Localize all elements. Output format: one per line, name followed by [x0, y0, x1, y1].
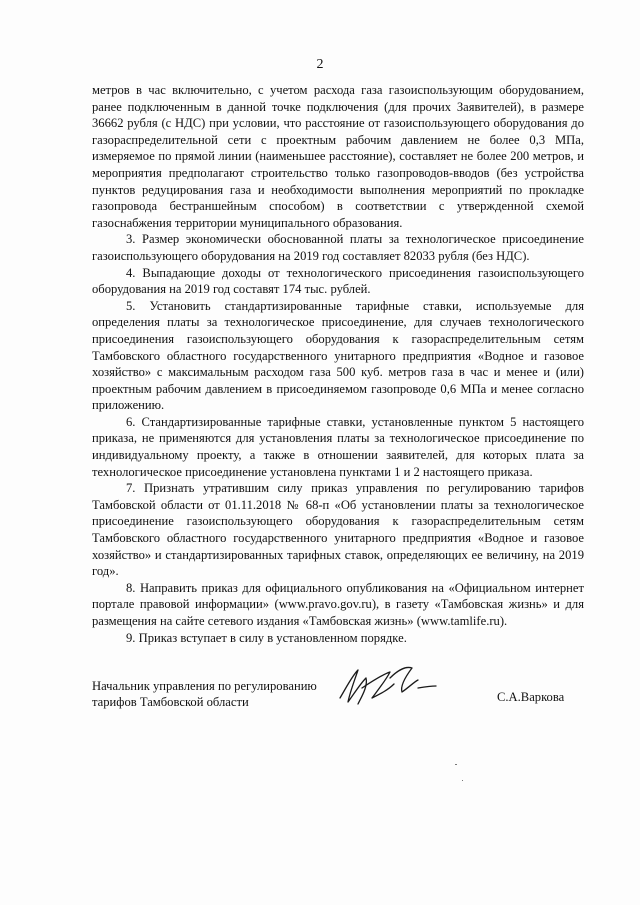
handwritten-signature — [332, 658, 442, 713]
document-body — [92, 82, 584, 646]
paragraph-9: 9. Приказ вступает в силу в установленном порядке. — [126, 630, 407, 645]
paragraph-6: 6. Стандартизированные тарифные ставки, установленные пунктом 5 настоящего приказа, не применяются для установления платы за технологическое присоединение по индивидуальному проекту, а также в отношении заявителей, для которых плата за технологическое присоединение установлена пунктами 1 и 2 настоящего приказа. — [92, 414, 584, 479]
paragraph-8: 8. Направить приказ для официального опубликования на «Официальном интернет портале правовой информации» (www.pravo.gov.ru), в газету «Тамбовская жизнь» и для размещения на сайте сетевого издания «Тамбовская жизнь» (www.tamlife.ru). — [92, 580, 584, 628]
signatory-name: С.А.Варкова — [497, 690, 565, 704]
paragraph-4: 4. Выпадающие доходы от технологического присоединения газоиспользующего оборудования на 2019 год составят 174 тыс. рублей. — [92, 265, 584, 297]
paragraph-7: 7. Признать утратившим силу приказ управления по регулированию тарифов Тамбовской области от 01.11.2018 № 68-п «Об установлении платы за технологическое присоединение газоиспользующего оборудования к газораспределительным сетям Тамбовского областного государственного унитарного предприятия «Водное и газовое хозяйство» и стандартизированных тарифных ставок, определяющих ее величину, на 2019 год». — [92, 481, 584, 579]
signatory-position-line1: Начальник управления по регулированию — [92, 679, 317, 693]
paragraph-3: 3. Размер экономически обоснованной платы за технологическое присоединение газоиспользующего оборудования на 2019 год составляет 82033 рубля (без НДС). — [92, 232, 584, 263]
signatory-position — [92, 678, 352, 710]
paragraph-5: 5. Установить стандартизированные тарифные ставки, используемые для определения платы за технологическое присоединение, для случаев технологического присоединения газоиспользующего оборудования к газораспределительным сетям Тамбовского областного государственного унитарного предприятия «Водное и газовое хозяйство» с максимальным расходом газа 500 куб. метров газа в час и менее и (или) проектным рабочим давлением в присоединяемом газопроводе 0,6 МПа и менее согласно приложению. — [92, 298, 584, 413]
paragraph-continuation: метров в час включительно, с учетом расхода газа газоиспользующим оборудованием, ранее подключенным в данной точке подключения (для прочих Заявителей), в размере 36662 рубля (с НДС) при условии, что расстояние от газоиспользующего оборудования до газораспределительной сети с проектным рабочим давлением не более 0,3 МПа, измеряемое по прямой линии (наименьшее расстояние), составляет не более 200 метров, и мероприятия предполагают строительство только газопроводов-вводов (без устройства пунктов редуцирования газа и необходимости выполнения мероприятий по прокладке газопровода бестраншейным способом) в соответствии с утвержденной схемой газоснабжения территории муниципального образования. — [92, 83, 584, 230]
page-number: 2 — [316, 57, 324, 72]
scan-speck — [455, 764, 457, 765]
scan-speck — [462, 780, 463, 781]
signatory-position-line2: тарифов Тамбовской области — [92, 695, 249, 709]
